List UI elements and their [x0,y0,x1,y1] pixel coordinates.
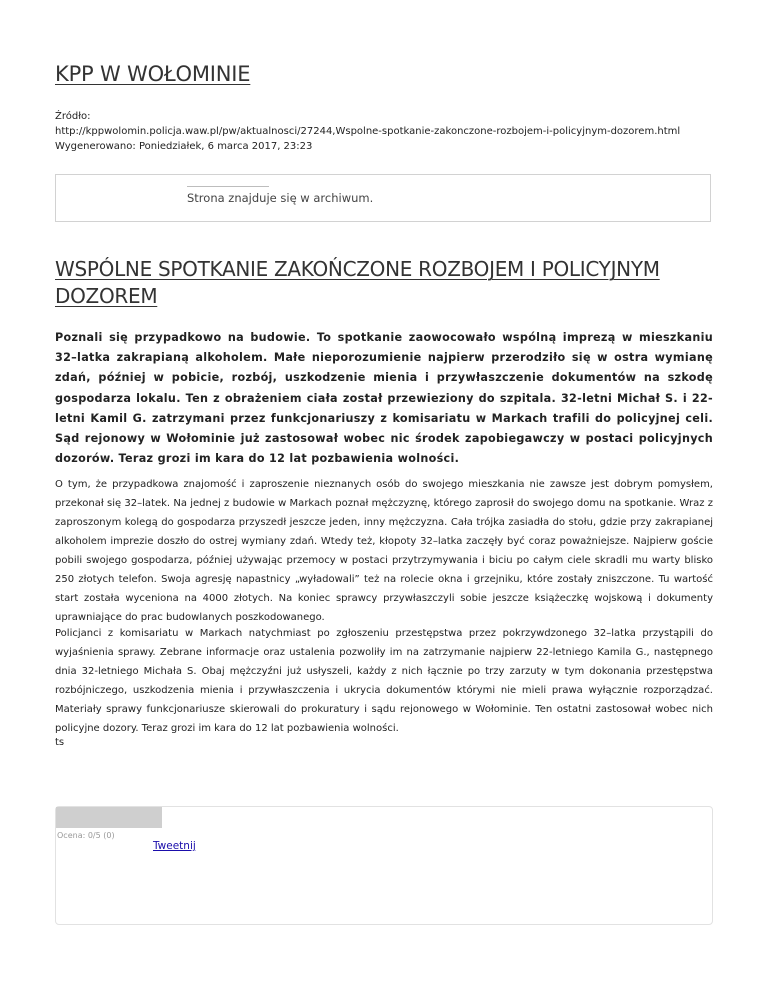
archive-notice-box [55,174,711,222]
rating-share-box [55,806,713,925]
source-label: Źródło: [55,111,91,122]
source-url: http://kppwolomin.policja.waw.pl/pw/aktualnosci/27244,Wspolne-spotkanie-zakonczone-rozbojem-i-policyjnym-dozorem.html [55,126,681,137]
generated-date: Wygenerowano: Poniedziałek, 6 marca 2017, 23:23 [55,141,313,152]
archive-divider [187,186,269,187]
print-meta [55,109,680,154]
author-signature: ts [55,737,65,748]
article-paragraph-2: Policjanci z komisariatu w Markach natychmiast po zgłoszeniu przestępstwa przez pokrzywdzonego 32–latka przystąpili do wyjaśnienia sprawy. Zebrane informacje oraz ustalenia pozwoliły im na zatrzymanie najpierw 22-letniego Kamila G., następnego dnia 32-letniego Michała S. Obaj mężczyźni już usłyszeli, każdy z nich łącznie po trzy zarzuty w tym dokonania przestępstwa rozbójniczego, uszkodzenia mienia i przywłaszczenia i ukrycia dokumentów którymi nie mieli prawa wyłącznie rozporządzać. Materiały sprawy funkcjonariusze skierowali do prokuratury i sądu rejonowego w Wołominie. Ten ostatni zastosował wobec nich policyjne dozory. Teraz grozi im kara do 12 lat pozbawienia wolności. [55,628,713,734]
article-lead: Poznali się przypadkowo na budowie. To spotkanie zaowocowało wspólną imprezą w mieszkaniu 32–latka zakrapianą alkoholem. Małe nieporozumienie najpierw przerodziło się w ostra wymianę zdań, później w pobicie, rozbój, uszkodzenie mienia i przywłaszczenie dokumentów na szkodę gospodarza lokalu. Ten z obrażeniem ciała został przewieziony do szpitala. 32-letni Michał S. i 22-letni Kamil G. zatrzymani przez funkcjonariuszy z komisariatu w Markach trafili do policyjnej celi. Sąd rejonowy w Wołominie już zastosował wobec nic środek zapobiegawczy w postaci policyjnych dozorów. Teraz grozi im kara do 12 lat pozbawienia wolności. [55,331,713,466]
rating-label: Ocena: 0/5 (0) [57,831,115,840]
article-title: WSPÓLNE SPOTKANIE ZAKOŃCZONE ROZBOJEM I POLICYJNYM DOZOREM [55,257,660,308]
site-title: KPP W WOŁOMINIE [55,62,251,86]
archive-notice: Strona znajduje się w archiwum. [187,191,374,205]
article-paragraph-1: O tym, że przypadkowa znajomość i zaproszenie nieznanych osób do swojego mieszkania nie zawsze jest dobrym pomysłem, przekonał się 32–latek. Na jednej z budowie w Markach poznał mężczyznę, którego zaprosił do swojego domu na spotkanie. Wraz z zaproszonym kolegą do gospodarza przyszedł jeszcze jeden, inny mężczyzna. Cała trójka zasiadła do stołu, gdzie przy zakrapianej alkoholem imprezie doszło do ostrej wymiany zdań. Wtedy też, kłopoty 32–latka zaczęły być coraz poważniejsze. Najpierw goście pobili swojego gospodarza, później używając przemocy w postaci przytrzymywania i biciu po całym ciele skradli mu warty blisko 250 złotych telefon. Swoja agresję napastnicy „wyładowali” też na rolecie okna i grzejniku, które zostały zniszczone. Tu wartość start została wyceniona na 4000 złotych. Na koniec sprawcy przywłaszczyli sobie jeszcze książeczkę wojskową i dokumenty uprawniające do prac budowlanych poszkodowanego. [55,479,713,623]
rating-stars-widget[interactable] [56,807,162,828]
tweet-button[interactable]: Tweetnij [153,840,196,852]
